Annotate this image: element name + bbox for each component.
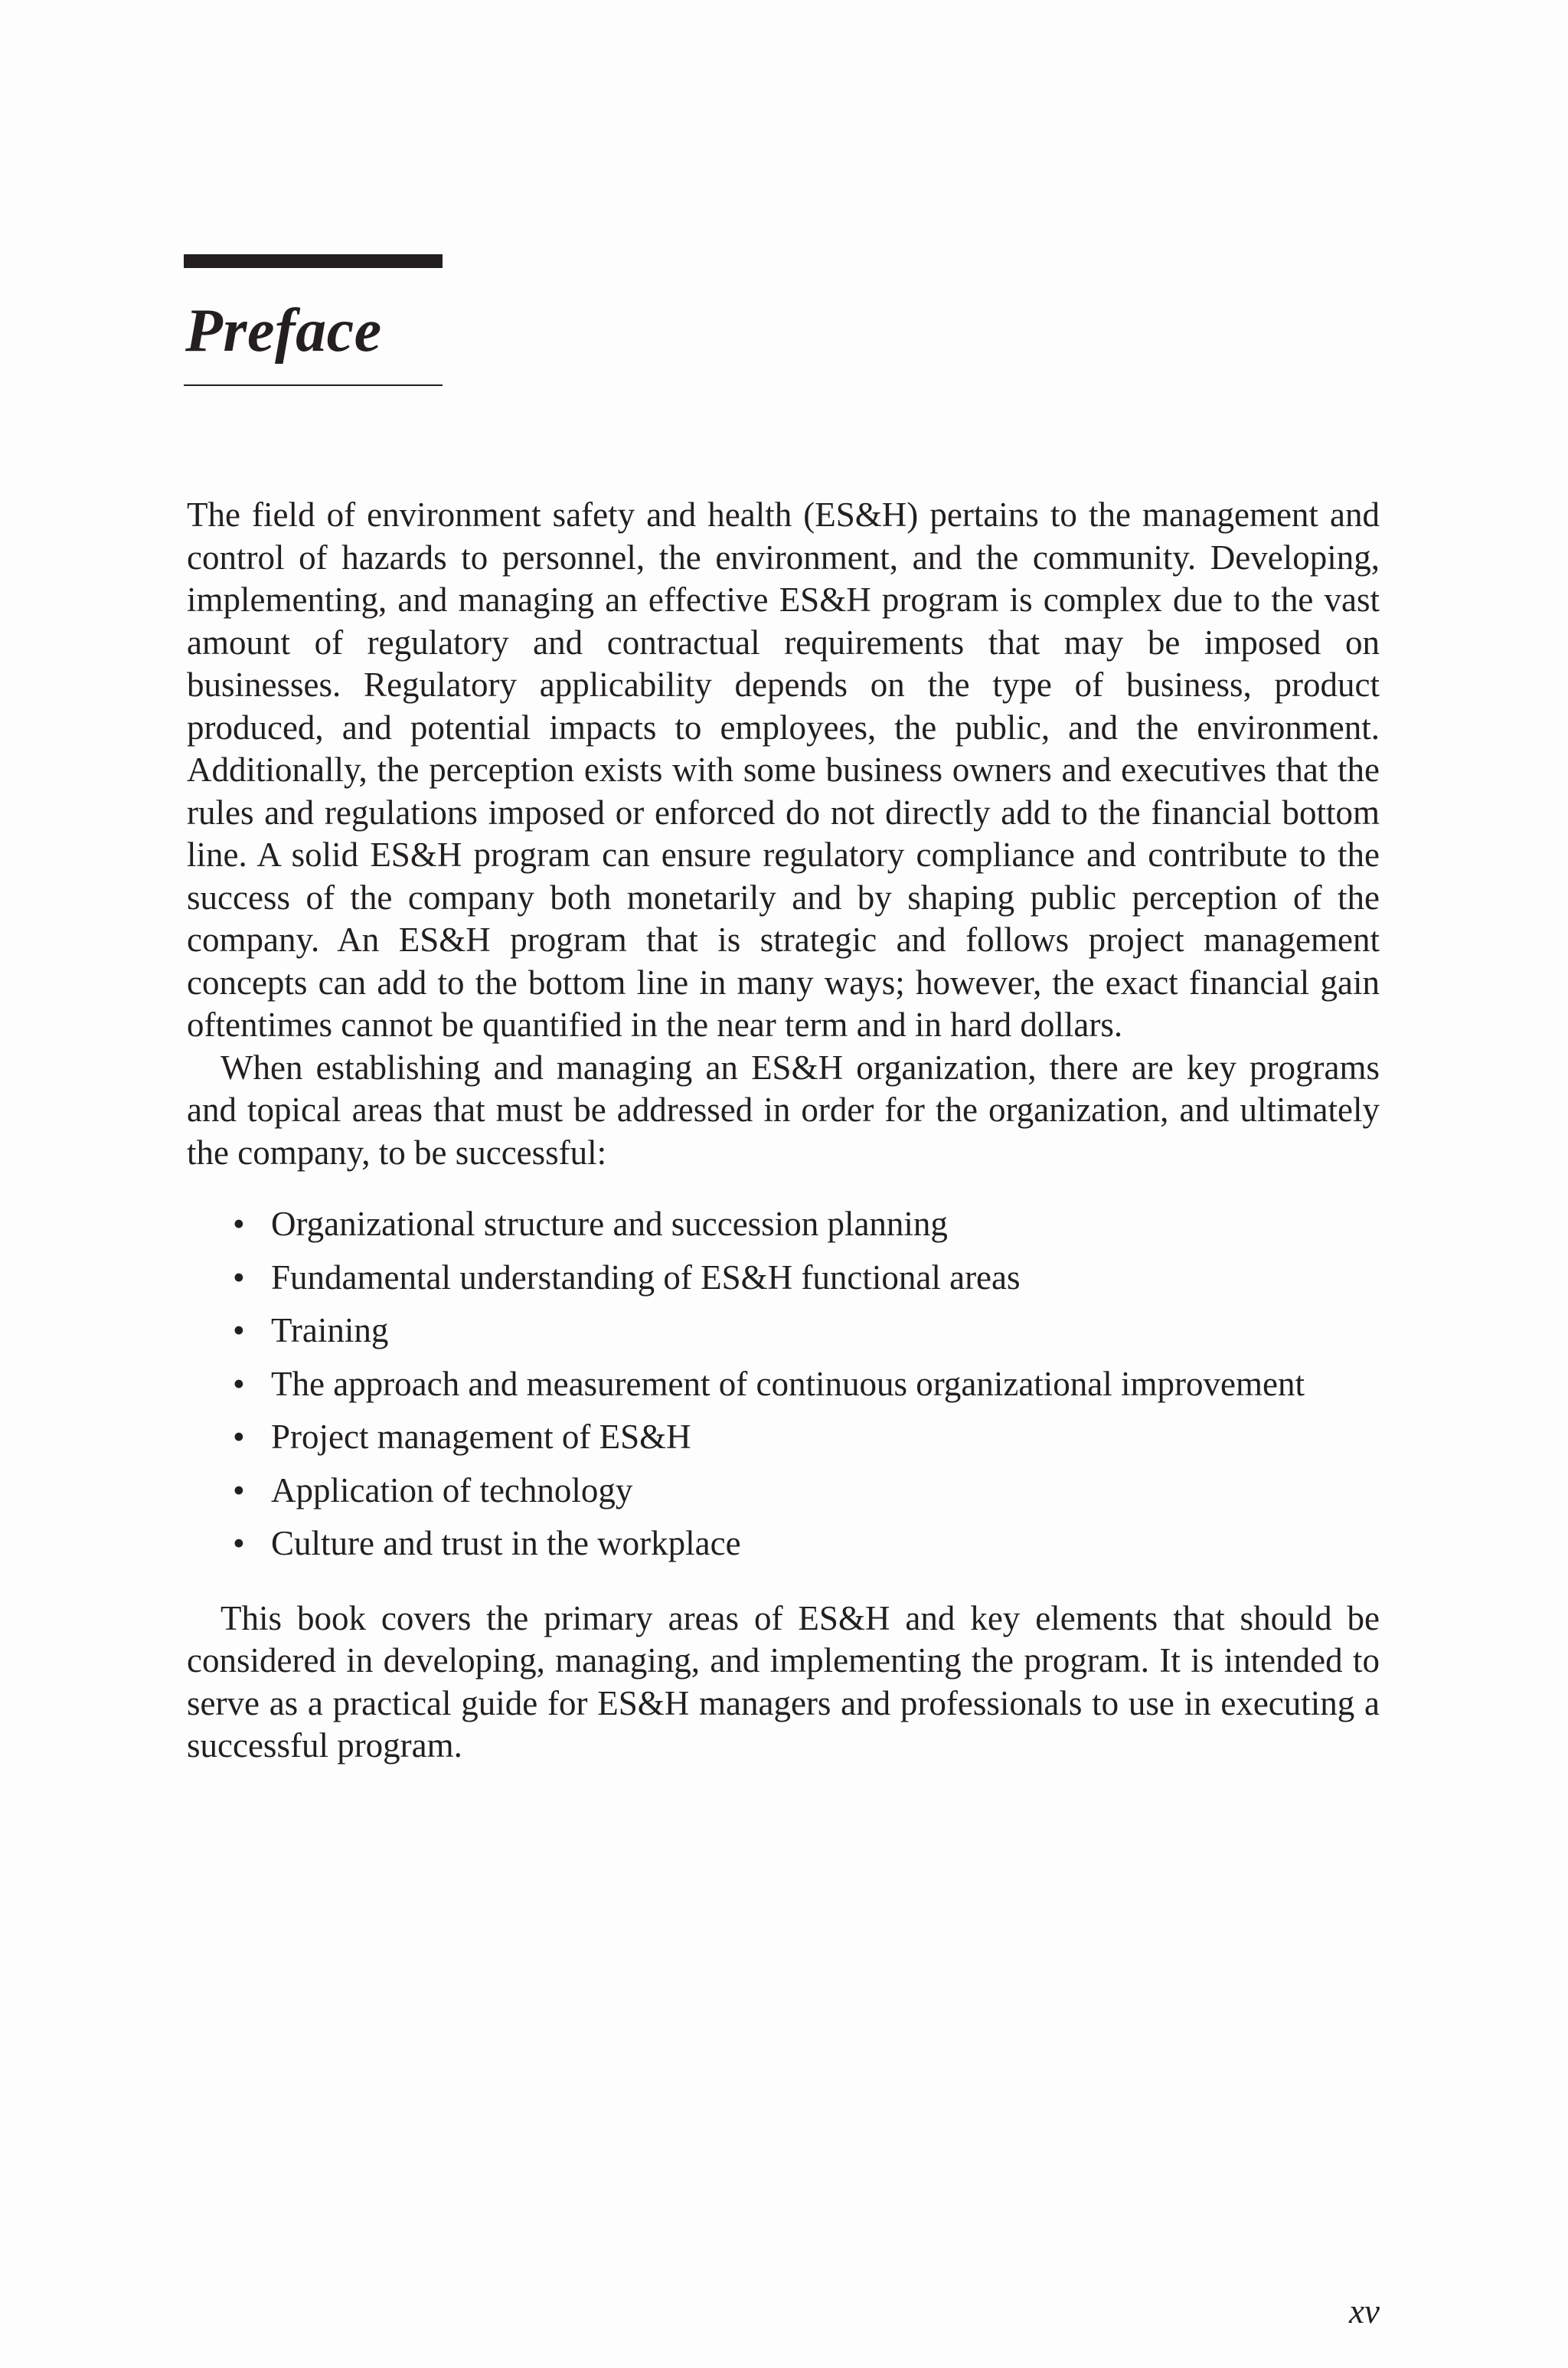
bullet-icon: • (233, 1311, 245, 1349)
list-item (187, 1310, 1380, 1352)
bullet-icon: • (233, 1258, 245, 1297)
body-text (187, 494, 1380, 1768)
page-title: Preface (185, 297, 382, 365)
bullet-icon: • (233, 1418, 245, 1456)
list-item-text: Culture and trust in the workplace (271, 1524, 741, 1562)
list-item-text: Fundamental understanding of ES&H functional areas (271, 1258, 1021, 1297)
paragraph-key-programs: When establishing and managing an ES&H organization, there are key programs and topical areas that must be addressed in order for the organization, and ultimately the company, to be successful: (187, 1048, 1380, 1172)
list-item-text: Application of technology (271, 1470, 633, 1509)
paragraph-intro: The field of environment safety and health (ES&H) pertains to the management and control of hazards to personnel, the environment, and the community. Developing, implementing, and managing an effective ES&H program is complex due to the vast amount of regulatory and contractual requirements that may be imposed on businesses. Regulatory applicability depends on the type of business, product produced, and potential impacts to employees, the public, and the environment. Additionally, the perception exists with some business owners and executives that the rules and regulations imposed or enforced do not directly add to the financial bottom line. A solid ES&H program can ensure regulatory compliance and contribute to the success of the company both monetarily and by shaping public perception of the company. An ES&H program that is strategic and follows project management concepts can add to the bottom line in many ways; however, the exact financial gain oftentimes cannot be quantified in the near term and in hard dollars. (187, 496, 1380, 1044)
list-item-text: The approach and measurement of continuous organizational improvement (271, 1364, 1305, 1403)
bullet-icon: • (233, 1205, 245, 1243)
list-item (187, 1363, 1389, 1406)
list-item (187, 1257, 1380, 1300)
paragraph-book-scope: This book covers the primary areas of ES&H and key elements that should be considered in developing, managing, and implementing the program. It is intended to serve as a practical guide for ES&H managers and professionals to use in executing a successful program. (187, 1598, 1380, 1765)
bullet-icon: • (233, 1364, 245, 1403)
heading-top-rule (184, 254, 443, 268)
chapter-heading (184, 254, 443, 386)
list-item-text: Organizational structure and succession planning (271, 1205, 948, 1243)
bullet-icon: • (233, 1524, 245, 1562)
key-programs-list (187, 1203, 1380, 1565)
heading-bottom-rule (184, 384, 443, 386)
list-item (187, 1523, 1380, 1565)
list-item (187, 1416, 1380, 1459)
list-item-text: Project management of ES&H (271, 1418, 691, 1456)
list-item (187, 1203, 1380, 1246)
list-item (187, 1470, 1380, 1513)
page-number: xv (1349, 2292, 1380, 2330)
list-item-text: Training (271, 1311, 389, 1349)
bullet-icon: • (233, 1470, 245, 1509)
